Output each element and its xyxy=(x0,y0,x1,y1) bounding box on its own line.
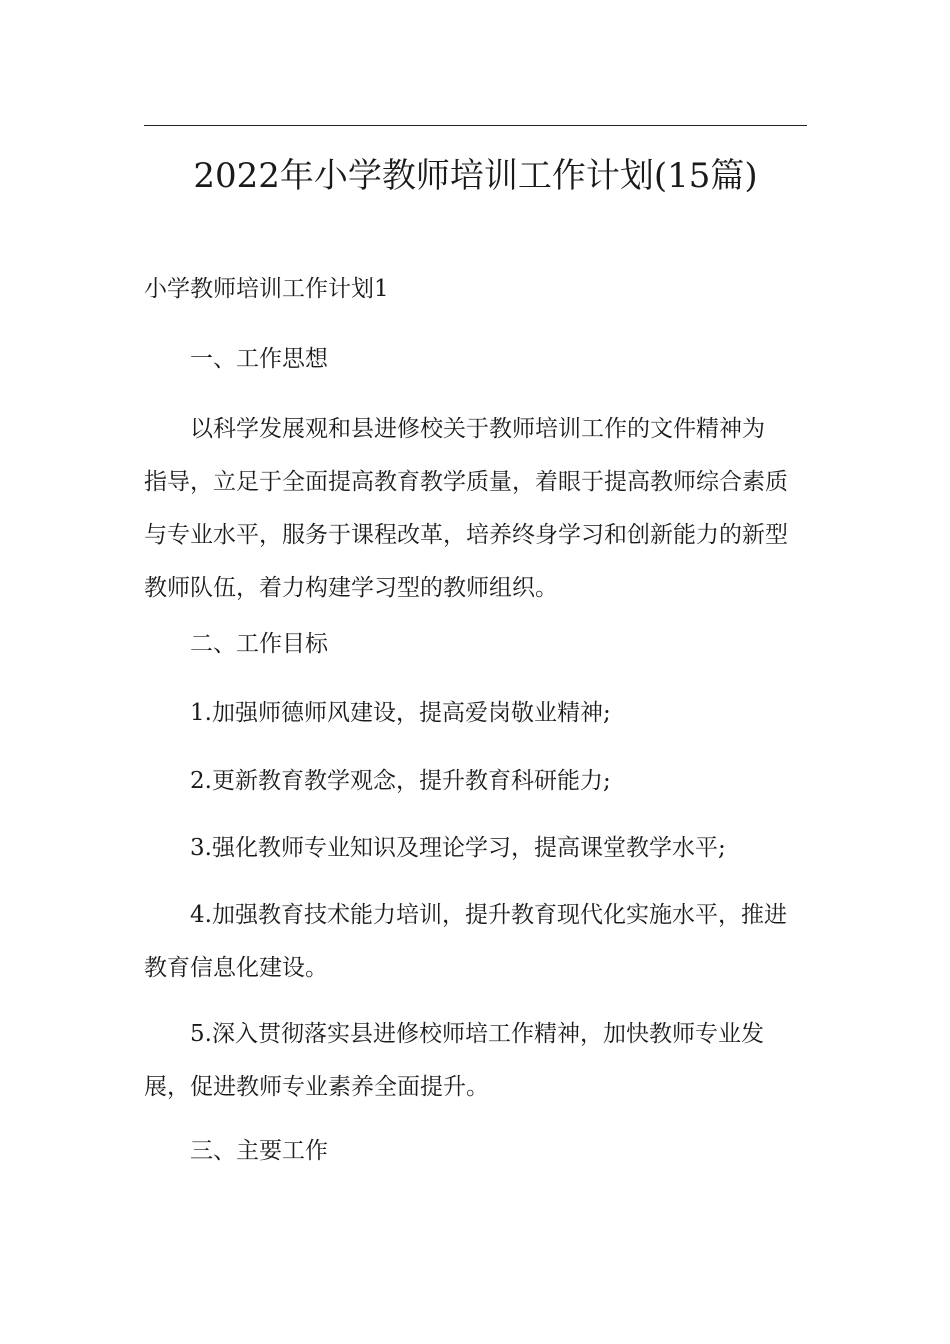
body-line: 指导，立足于全面提高教育教学质量，着眼于提高教师综合素质 xyxy=(144,469,788,495)
plan-heading: 小学教师培训工作计划1 xyxy=(144,276,389,302)
goal-item-4 xyxy=(144,889,807,995)
body-line: 以科学发展观和县进修校关于教师培训工作的文件精神为 xyxy=(190,416,765,442)
section-heading-3: 三、主要工作 xyxy=(190,1138,328,1164)
body-line: 与专业水平，服务于课程改革，培养终身学习和创新能力的新型 xyxy=(144,522,788,548)
section-heading-2: 二、工作目标 xyxy=(190,631,328,657)
goal-item-2: 2.更新教育教学观念，提升教育科研能力; xyxy=(190,768,611,794)
goal-line: 4.加强教育技术能力培训，提升教育现代化实施水平，推进 xyxy=(190,902,787,928)
section1-body xyxy=(144,403,807,615)
goal-line: 5.深入贯彻落实县进修校师培工作精神，加快教师专业发 xyxy=(190,1021,764,1047)
document-title: 2022年小学教师培训工作计划(15篇) xyxy=(193,156,758,196)
header-rule xyxy=(144,125,807,126)
goal-line: 展，促进教师专业素养全面提升。 xyxy=(144,1074,489,1100)
goal-line: 教育信息化建设。 xyxy=(144,955,328,981)
section-heading-1: 一、工作思想 xyxy=(190,346,328,372)
goal-item-1: 1.加强师德师风建设，提高爱岗敬业精神; xyxy=(190,700,611,726)
goal-item-3: 3.强化教师专业知识及理论学习，提高课堂教学水平; xyxy=(190,835,726,861)
goal-item-5 xyxy=(144,1008,807,1114)
body-line: 教师队伍，着力构建学习型的教师组织。 xyxy=(144,575,558,601)
